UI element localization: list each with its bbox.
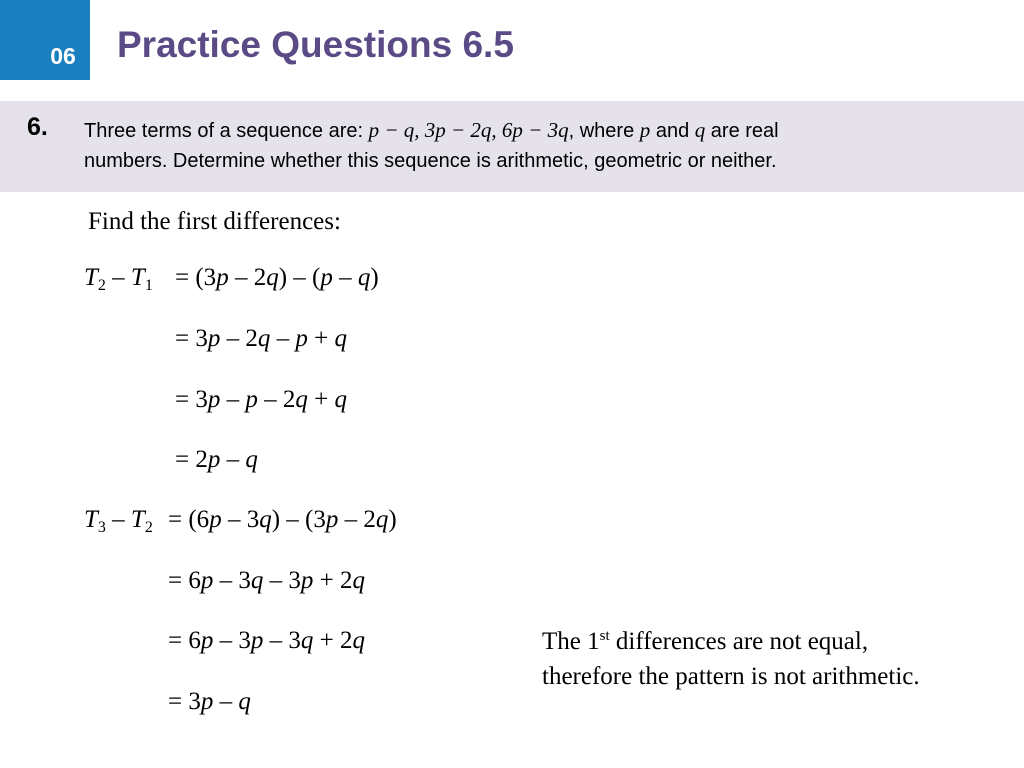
question-line-1 — [84, 115, 984, 146]
diff1-label: $T_2 - T_1$ — [84, 264, 153, 294]
ordinal-suffix: st — [599, 628, 610, 644]
conclusion-line-2: therefore the pattern is not arithmetic. — [542, 663, 920, 690]
question-number: 6. — [27, 113, 48, 141]
variable-p: p — [639, 118, 651, 142]
diff1-step: = (3p – 2q) – (p – q) — [175, 264, 379, 291]
conclusion-line-1 — [542, 624, 920, 659]
diff1-result: = 2p – q — [175, 446, 258, 473]
question-box — [0, 101, 1024, 192]
diff2-step: = 6p – 3p – 3q + 2q — [168, 627, 365, 654]
diff2-label: $T_3 - T_2$ — [84, 506, 153, 536]
diff1-step: = 3p – p – 2q + q — [175, 386, 347, 413]
variable-q: q — [694, 118, 706, 142]
question-text — [84, 115, 984, 176]
solution-intro: Find the first differences: — [88, 208, 341, 235]
conclusion-text: differences are not equal, — [609, 628, 869, 655]
question-text-part: , where — [568, 120, 640, 142]
conclusion-note — [542, 624, 920, 694]
conclusion-text: The 1 — [542, 628, 600, 655]
question-text-part: Three terms of a sequence are: — [84, 120, 369, 142]
page-title: Practice Questions 6.5 — [117, 24, 514, 65]
chapter-number: 06 — [50, 43, 76, 69]
question-text-part: and — [650, 120, 695, 142]
question-line-2: numbers. Determine whether this sequence is arithmetic, geometric or neither. — [84, 150, 777, 172]
diff2-step: = 6p – 3q – 3p + 2q — [168, 567, 365, 594]
diff2-result: = 3p – q — [168, 688, 251, 715]
sequence-terms: p − q, 3p − 2q, 6p − 3q — [368, 118, 569, 142]
question-text-part: are real — [705, 120, 779, 142]
diff1-step: = 3p – 2q – p + q — [175, 325, 347, 352]
chapter-number-badge — [0, 0, 90, 80]
diff2-step: = (6p – 3q) – (3p – 2q) — [168, 506, 397, 533]
